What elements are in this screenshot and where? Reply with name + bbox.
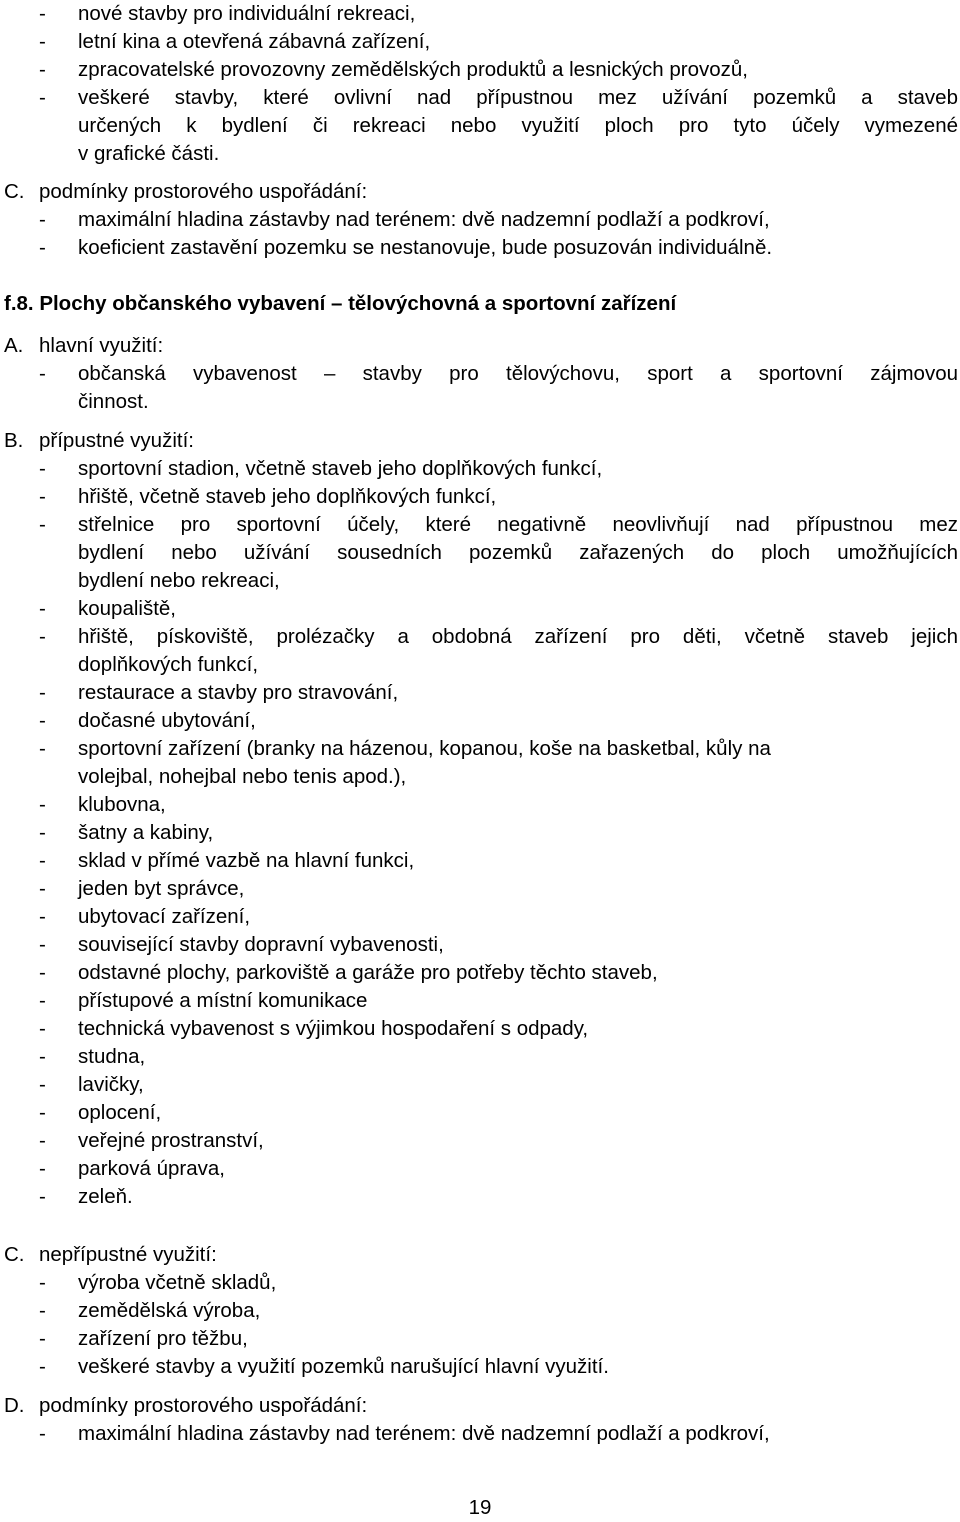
list-item-text: jeden byt správce, [78,877,245,900]
list-dash: - [39,485,46,508]
section-heading-text: nepřípustné využití: [39,1243,217,1266]
list-item [0,1420,960,1448]
list-item-text: parková úprava, [78,1157,226,1180]
list-item [0,1269,960,1297]
list-item [0,1353,960,1381]
list-dash: - [39,1017,46,1040]
list-dash: - [39,905,46,928]
section-heading [0,178,960,206]
list-item-text: hřiště, včetně staveb jeho doplňkových funkcí, [78,485,497,508]
list-item-text: nové stavby pro individuální rekreaci, [78,2,416,25]
list-dash: - [39,877,46,900]
list-item-text: veškeré stavby a využití pozemků narušující hlavní využití. [78,1355,609,1378]
list-item-text: lavičky, [78,1073,144,1096]
list-item [0,28,960,56]
list-item-text: doplňkových funkcí, [78,653,259,676]
list-item-text: občanská vybavenost – stavby pro tělovýchovu, sport a sportovní zájmovou [78,362,958,385]
list-item-text: činnost. [78,390,149,413]
list-item-continuation [0,651,960,679]
section-letter: D. [4,1394,25,1417]
list-item [0,791,960,819]
list-item [0,623,960,651]
list-item [0,360,960,388]
list-dash: - [39,1045,46,1068]
list-item-text: přístupové a místní komunikace [78,989,368,1012]
list-dash: - [39,933,46,956]
list-item-text: technická vybavenost s výjimkou hospodaření s odpady, [78,1017,589,1040]
list-dash: - [39,793,46,816]
list-item-text: hřiště, pískoviště, prolézačky a obdobná zařízení pro děti, včetně staveb jejich [78,625,958,648]
list-item-text: šatny a kabiny, [78,821,214,844]
list-dash: - [39,849,46,872]
list-item-text: bydlení nebo užívání sousedních pozemků zařazených do ploch umožňujících [78,541,958,564]
list-item-continuation [0,140,960,168]
list-item-continuation [0,567,960,595]
section-letter: C. [4,180,25,203]
list-item [0,511,960,539]
list-item-text: veškeré stavby, které ovlivní nad přípustnou mez užívání pozemků a staveb [78,86,958,109]
list-item [0,847,960,875]
list-item [0,1099,960,1127]
list-dash: - [39,737,46,760]
section-title: f.8. Plochy občanského vybavení – tělovýchovná a sportovní zařízení [4,292,677,315]
list-item-text: ubytovací zařízení, [78,905,251,928]
list-item-text: studna, [78,1045,146,1068]
list-dash: - [39,821,46,844]
list-item-text: sportovní stadion, včetně staveb jeho doplňkových funkcí, [78,457,603,480]
list-item-text: související stavby dopravní vybavenosti, [78,933,444,956]
list-item-text: zpracovatelské provozovny zemědělských produktů a lesnických provozů, [78,58,748,81]
list-dash: - [39,1185,46,1208]
list-dash: - [39,208,46,231]
list-item [0,1183,960,1211]
section-heading-text: hlavní využití: [39,334,164,357]
section-heading-text: podmínky prostorového uspořádání: [39,180,368,203]
list-dash: - [39,1355,46,1378]
list-item-text: klubovna, [78,793,166,816]
list-dash: - [39,625,46,648]
list-dash: - [39,362,46,385]
list-dash: - [39,58,46,81]
list-dash: - [39,86,46,109]
list-item [0,1155,960,1183]
list-item [0,875,960,903]
section-heading [0,332,960,360]
list-dash: - [39,513,46,536]
section-heading [0,1392,960,1420]
list-dash: - [39,1073,46,1096]
list-item-text: koupaliště, [78,597,177,620]
list-item [0,206,960,234]
list-item-text: určených k bydlení či rekreaci nebo využití ploch pro tyto účely vymezené [78,114,958,137]
list-item-text: střelnice pro sportovní účely, které negativně neovlivňují nad přípustnou mez [78,513,958,536]
list-item [0,1127,960,1155]
section-heading [0,1241,960,1269]
list-item-text: zařízení pro těžbu, [78,1327,248,1350]
list-item-text: v grafické části. [78,142,220,165]
list-item-continuation [0,112,960,140]
list-item [0,707,960,735]
list-item-text: restaurace a stavby pro stravování, [78,681,399,704]
list-dash: - [39,2,46,25]
list-dash: - [39,989,46,1012]
list-item [0,234,960,262]
list-item-text: odstavné plochy, parkoviště a garáže pro potřeby těchto staveb, [78,961,658,984]
list-item [0,819,960,847]
list-item-text: maximální hladina zástavby nad terénem: dvě nadzemní podlaží a podkroví, [78,208,770,231]
list-item-text: výroba včetně skladů, [78,1271,277,1294]
list-item-text: bydlení nebo rekreaci, [78,569,280,592]
list-dash: - [39,961,46,984]
list-dash: - [39,1299,46,1322]
list-item-text: sportovní zařízení (branky na házenou, kopanou, koše na basketbal, kůly na [78,737,771,760]
list-item [0,455,960,483]
list-item [0,56,960,84]
list-dash: - [39,1422,46,1445]
list-item-text: koeficient zastavění pozemku se nestanovuje, bude posuzován individuálně. [78,236,773,259]
list-item-text: oplocení, [78,1101,162,1124]
list-dash: - [39,1157,46,1180]
list-dash: - [39,1101,46,1124]
list-item [0,679,960,707]
list-dash: - [39,709,46,732]
section-heading-text: přípustné využití: [39,429,194,452]
list-dash: - [39,597,46,620]
section-letter: A. [4,334,24,357]
list-item [0,1043,960,1071]
list-item [0,735,960,763]
list-item [0,959,960,987]
section-heading-text: podmínky prostorového uspořádání: [39,1394,368,1417]
section-heading [0,427,960,455]
list-item [0,987,960,1015]
list-item [0,0,960,28]
list-item [0,483,960,511]
list-item-text: zeleň. [78,1185,133,1208]
list-dash: - [39,30,46,53]
list-item [0,903,960,931]
list-item-continuation [0,539,960,567]
list-item-text: maximální hladina zástavby nad terénem: dvě nadzemní podlaží a podkroví, [78,1422,770,1445]
list-item [0,595,960,623]
list-item [0,84,960,112]
list-item-text: volejbal, nohejbal nebo tenis apod.), [78,765,407,788]
list-item [0,1325,960,1353]
list-dash: - [39,681,46,704]
list-item [0,1071,960,1099]
list-item-text: veřejné prostranství, [78,1129,264,1152]
list-item [0,931,960,959]
list-item-text: sklad v přímé vazbě na hlavní funkci, [78,849,415,872]
page-title [0,290,960,318]
list-dash: - [39,1129,46,1152]
list-item [0,1297,960,1325]
page-number: 19 [468,1496,492,1519]
list-item-text: zemědělská výroba, [78,1299,261,1322]
list-dash: - [39,236,46,259]
list-item-text: letní kina a otevřená zábavná zařízení, [78,30,431,53]
list-item-continuation [0,763,960,791]
list-item-continuation [0,388,960,416]
section-letter: B. [4,429,24,452]
list-item-text: dočasné ubytování, [78,709,256,732]
list-item [0,1015,960,1043]
list-dash: - [39,1271,46,1294]
section-letter: C. [4,1243,25,1266]
list-dash: - [39,1327,46,1350]
list-dash: - [39,457,46,480]
